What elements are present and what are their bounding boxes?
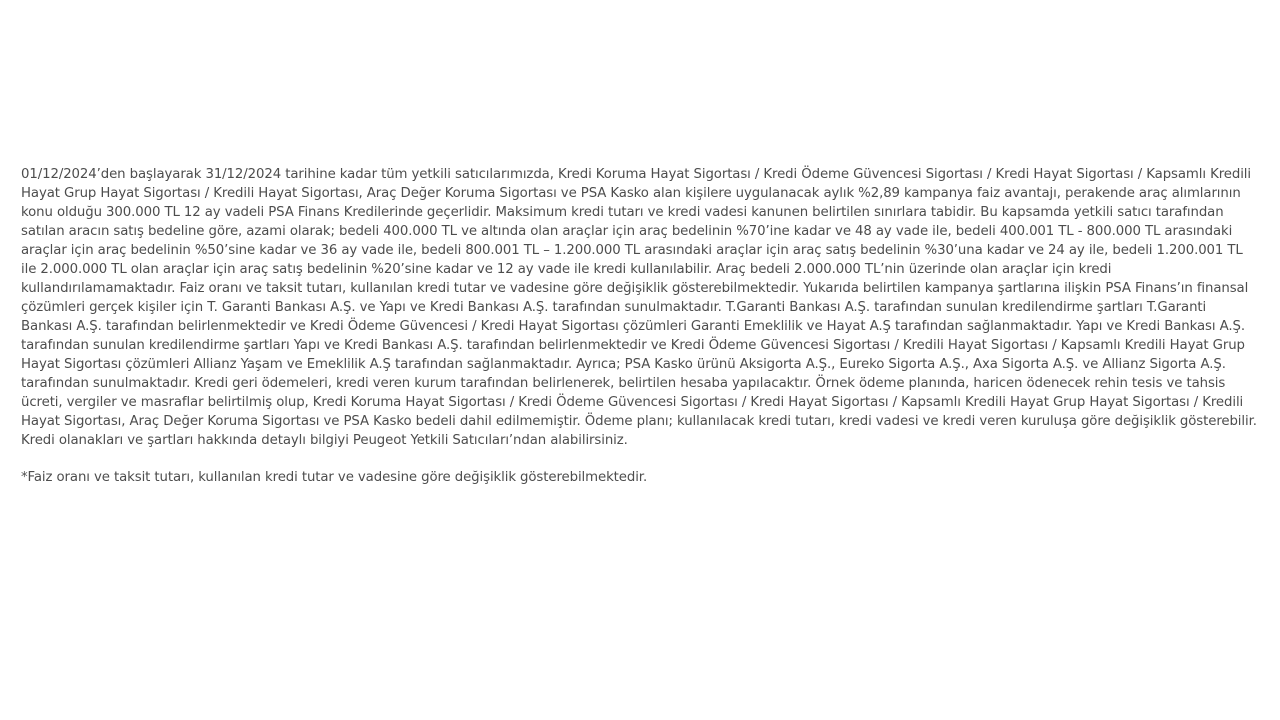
legal-footnote: *Faiz oranı ve taksit tutarı, kullanılan kredi tutar ve vadesine göre değişiklik gösterebilmektedir. — [21, 470, 648, 485]
legal-disclaimer-text: 01/12/2024’den başlayarak 31/12/2024 tarihine kadar tüm yetkili satıcılarımızda, Kredi Koruma Hayat Sigortası / Kredi Ödeme Güvencesi Sigortası / Kredi Hayat Sigortası / Kapsamlı Kredili Hayat Grup Hayat Sigortası / Kredili Hayat Sigortası, Araç Değer Koruma Sigortası ve PSA Kasko alan kişilere uygulanacak aylık %2,89 kampanya faiz avantajı, perakende araç alımlarının konu olduğu 300.000 TL 12 ay vadeli PSA Finans Kredilerinde geçerlidir. Maksimum kredi tutarı ve kredi vadesi kanunen belirtilen sınırlara tabidir. Bu kapsamda yetkili satıcı tarafından satılan aracın satış bedeline göre, azami olarak; bedeli 400.000 TL ve altında olan araçlar için araç bedelinin %70’ine kadar ve 48 ay vade ile, bedeli 400.001 TL - 800.000 TL arasındaki araçlar için araç bedelinin %50’sine kadar ve 36 ay vade ile, bedeli 800.001 TL – 1.200.000 TL arasındaki araçlar için araç satış bedelinin %30’una kadar ve 24 ay ile, bedeli 1.200.001 TL ile 2.000.000 TL olan araçlar için araç satış bedelinin %20’sine kadar ve 12 ay vade ile kredi kullanılabilir. Araç bedeli 2.000.000 TL’nin üzerinde olan araçlar için kredi kullandırılamamaktadır. Faiz oranı ve taksit tutarı, kullanılan kredi tutar ve vadesine göre değişiklik gösterebilmektedir. Yukarıda belirtilen kampanya şartlarına ilişkin PSA Finans’ın finansal çözümleri gerçek kişiler için T. Garanti Bankası A.Ş. ve Yapı ve Kredi Bankası A.Ş. tarafından sunulmaktadır. T.Garanti Bankası A.Ş. tarafından sunulan kredilendirme şartları T.Garanti Bankası A.Ş. tarafından belirlenmektedir ve Kredi Ödeme Güvencesi / Kredi Hayat Sigortası çözümleri Garanti Emeklilik ve Hayat A.Ş tarafından sağlanmaktadır. Yapı ve Kredi Bankası A.Ş. tarafından sunulan kredilendirme şartları Yapı ve Kredi Bankası A.Ş. tarafından belirlenmektedir ve Kredi Ödeme Güvencesi Sigortası / Kredili Hayat Sigortası / Kapsamlı Kredili Hayat Grup Hayat Sigortası çözümleri Allianz Yaşam ve Emeklilik A.Ş tarafından sağlanmaktadır. Ayrıca; PSA Kasko ürünü Aksigorta A.Ş., Eureko Sigorta A.Ş., Axa Sigorta A.Ş. ve Allianz Sigorta A.Ş. tarafından sunulmaktadır. Kredi geri ödemeleri, kredi veren kurum tarafından belirlenerek, belirtilen hesaba yapılacaktır. Örnek ödeme planında, haricen ödenecek rehin tesis ve tahsis ücreti, vergiler ve masraflar belirtilmiş olup, Kredi Koruma Hayat Sigortası / Kredi Ödeme Güvencesi Sigortası / Kredi Hayat Sigortası / Kapsamlı Kredili Hayat Grup Hayat Sigortası / Kredili Hayat Sigortası, Araç Değer Koruma Sigortası ve PSA Kasko bedeli dahil edilmemiştir. Ödeme planı; kullanılacak kredi tutarı, kredi vadesi ve kredi veren kuruluşa göre değişiklik gösterebilir. Kredi olanakları ve şartları hakkında detaylı bilgiyi Peugeot Yetkili Satıcıları’ndan alabilirsiniz. — [21, 167, 1257, 448]
legal-disclaimer-block — [21, 165, 1261, 487]
